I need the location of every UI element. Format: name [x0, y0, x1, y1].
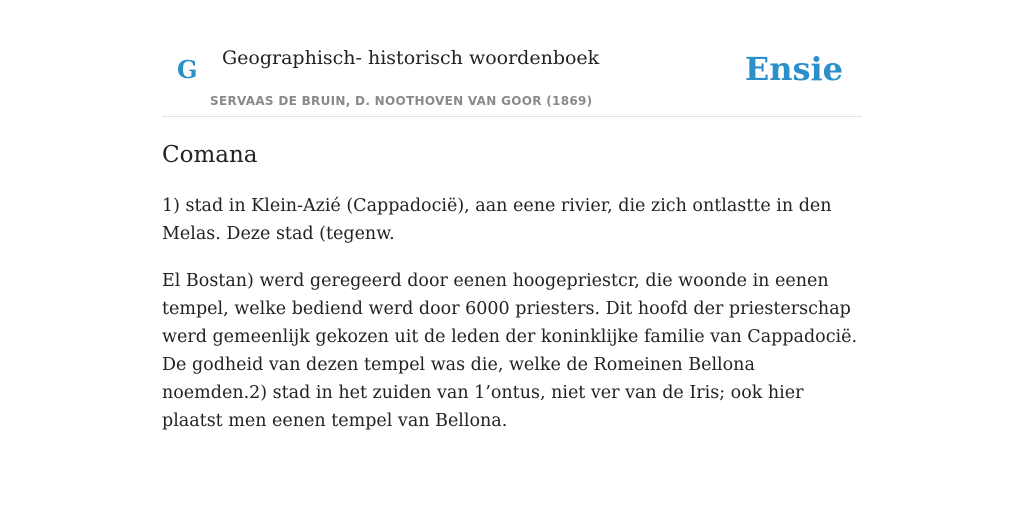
entry-body: [162, 192, 864, 454]
entry-paragraph: 1) stad in Klein-Azié (Cappadocië), aan eene rivier, die zich ontlastte in den Melas. Deze stad (tegenw.: [162, 196, 832, 244]
book-authors: SERVAAS DE BRUIN, D. NOOTHOVEN VAN GOOR (1869): [210, 94, 593, 108]
book-logo-letter[interactable]: G: [177, 55, 198, 84]
brand-logo[interactable]: Ensie: [744, 50, 843, 88]
book-title[interactable]: Geographisch- historisch woordenboek: [222, 47, 600, 69]
book-header: [162, 0, 862, 117]
entry-paragraph: El Bostan) werd geregeerd door eenen hoogepriestcr, die woonde in eenen tempel, welke bediend werd door 6000 priesters. Dit hoofd der priesterschap werd gemeenlijk gekozen uit de leden der koninklijke familie van Cappadocië. De godheid van dezen tempel was die, welke de Romeinen Bellona noemden.2) stad in het zuiden van 1’ontus, niet ver van de Iris; ook hier plaatst men eenen tempel van Bellona.: [162, 271, 858, 431]
entry-headword: Comana: [162, 142, 258, 168]
